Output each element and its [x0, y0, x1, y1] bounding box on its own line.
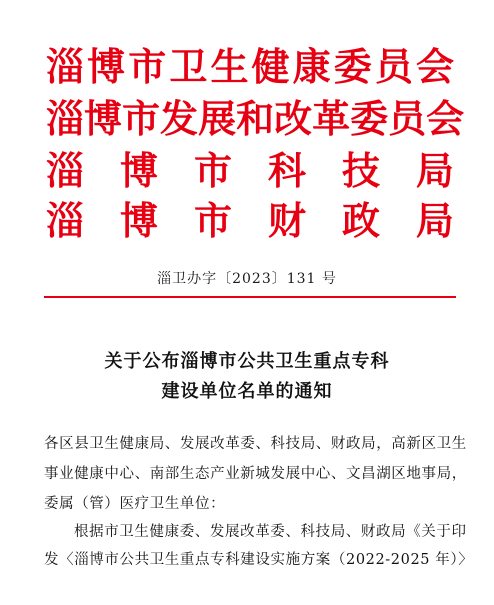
org-name-development-reform-commission — [46, 96, 465, 142]
org-name-char: 改 — [274, 96, 313, 141]
org-name-char: 淄 — [46, 44, 85, 89]
body-line-5: 发〈淄博市公共卫生重点专科建设实施方案（2022-2025 年）〉 — [44, 552, 474, 568]
document-number: 淄卫办字〔2023〕131 号 — [157, 271, 337, 287]
body-line-1: 各区县卫生健康局、发展改革委、科技局、财政局，高新区卫生 — [44, 436, 467, 452]
org-name-char: 员 — [374, 44, 413, 89]
org-name-char: 市 — [193, 148, 232, 193]
org-name-char: 局 — [415, 148, 454, 193]
org-name-char: 财 — [267, 198, 306, 243]
org-name-health-commission — [46, 44, 454, 90]
org-name-char: 委 — [350, 96, 389, 141]
org-name-char: 委 — [333, 44, 372, 89]
org-name-char: 博 — [84, 96, 123, 141]
org-name-char: 健 — [251, 44, 290, 89]
org-name-finance-bureau — [46, 198, 454, 244]
notice-title-line-2: 建设单位名单的通知 — [161, 381, 333, 402]
org-name-char: 博 — [119, 148, 158, 193]
body-line-3: 委属（管）医疗卫生单位： — [44, 496, 226, 512]
org-name-char: 技 — [341, 148, 380, 193]
org-name-char: 政 — [341, 198, 380, 243]
org-name-science-technology-bureau — [46, 148, 454, 194]
org-name-char: 市 — [128, 44, 167, 89]
body-line-4: 根据市卫生健康委、发展改革委、科技局、财政局《关于印 — [74, 524, 467, 540]
org-name-char: 局 — [415, 198, 454, 243]
org-name-char: 市 — [122, 96, 161, 141]
org-name-char: 淄 — [46, 148, 85, 193]
org-name-char: 科 — [267, 148, 306, 193]
org-name-char: 生 — [210, 44, 249, 89]
red-divider — [44, 296, 456, 298]
org-name-char: 博 — [87, 44, 126, 89]
org-name-char: 发 — [160, 96, 199, 141]
org-name-char: 会 — [415, 44, 454, 89]
org-name-char: 市 — [193, 198, 232, 243]
notice-title-line-1: 关于公布淄博市公共卫生重点专科 — [104, 351, 390, 372]
org-name-char: 淄 — [46, 96, 85, 141]
org-name-char: 革 — [312, 96, 351, 141]
org-name-char: 会 — [426, 96, 465, 141]
org-name-char: 展 — [198, 96, 237, 141]
org-name-char: 康 — [292, 44, 331, 89]
body-line-2: 事业健康中心、南部生态产业新城发展中心、文昌湖区地事局， — [44, 466, 467, 482]
org-name-char: 卫 — [169, 44, 208, 89]
org-name-char: 和 — [236, 96, 275, 141]
org-name-char: 淄 — [46, 198, 85, 243]
org-name-char: 员 — [388, 96, 427, 141]
org-name-char: 博 — [119, 198, 158, 243]
